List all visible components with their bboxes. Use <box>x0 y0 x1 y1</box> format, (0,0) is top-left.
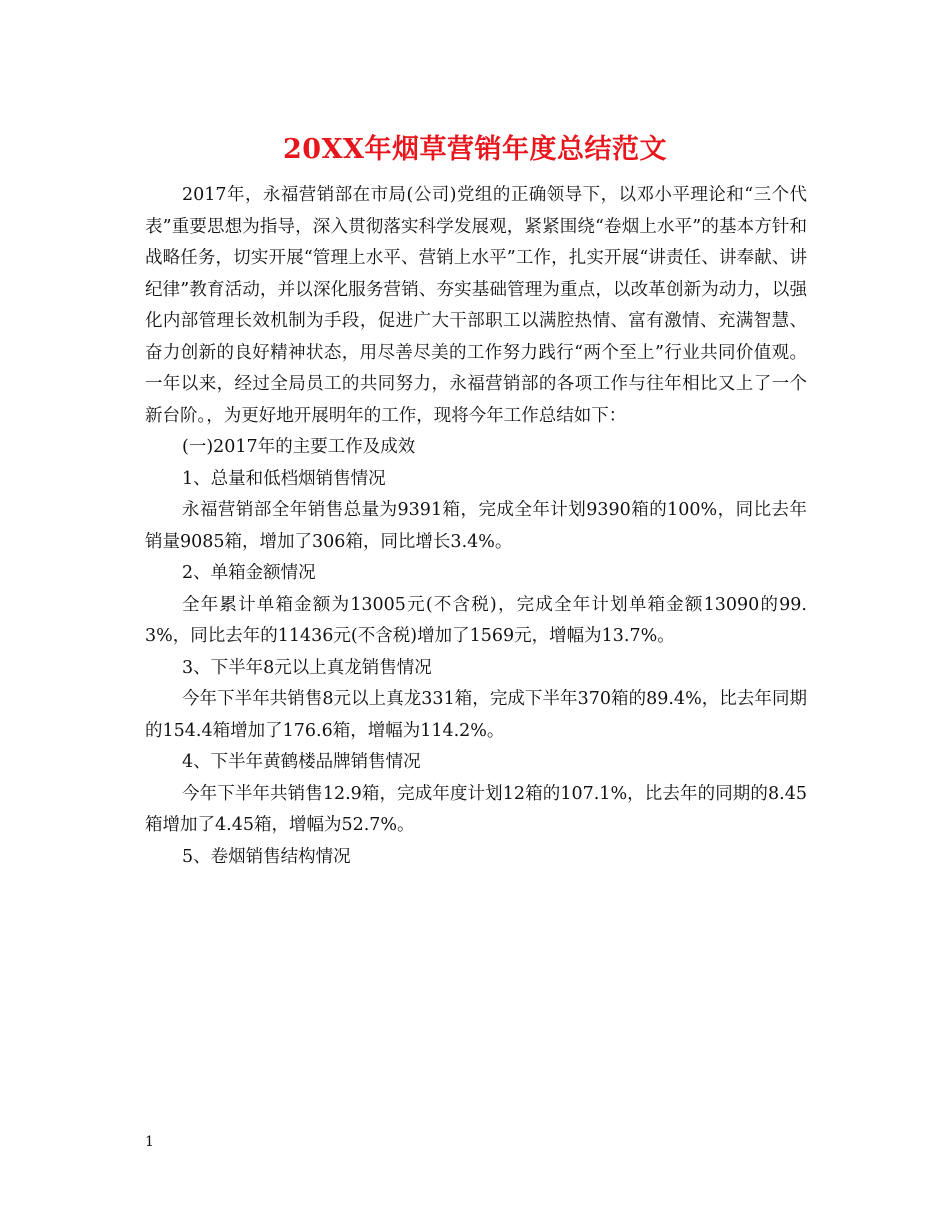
paragraph-zhenlong-sales: 今年下半年共销售8元以上真龙331箱，完成下半年370箱的89.4%，比去年同期的154.4箱增加了176.6箱，增幅为114.2%。 <box>145 689 807 741</box>
subheading-sales-structure: 5、卷烟销售结构情况 <box>182 846 351 867</box>
section-heading-main-work: (一)2017年的主要工作及成效 <box>182 437 416 457</box>
subheading-total-sales: 1、总量和低档烟销售情况 <box>182 468 386 489</box>
subheading-huanghelou-sales: 4、下半年黄鹤楼品牌销售情况 <box>182 752 421 772</box>
paragraph-total-sales: 永福营销部全年销售总量为9391箱，完成全年计划9390箱的100%，同比去年销量9085箱，增加了306箱，同比增长3.4%。 <box>145 500 807 552</box>
document-title: 20XX年烟草营销年度总结范文 <box>283 134 667 165</box>
paragraph-unit-amount: 全年累计单箱金额为13005元(不含税)，完成全年计划单箱金额13090的99.3%，同比去年的11436元(不含税)增加了1569元，增幅为13.7%。 <box>145 594 807 646</box>
paragraph-huanghelou-sales: 今年下半年共销售12.9箱，完成年度计划12箱的107.1%，比去年的同期的8.45箱增加了4.45箱，增幅为52.7%。 <box>145 783 807 835</box>
subheading-zhenlong-sales: 3、下半年8元以上真龙销售情况 <box>182 657 432 678</box>
paragraph-intro: 2017年，永福营销部在市局(公司)党组的正确领导下，以邓小平理论和“三个代表”重要思想为指导，深入贯彻落实科学发展观，紧紧围绕“卷烟上水平”的基本方针和战略任务，切实开展“管理上水平、营销上水平”工作，扎实开展“讲责任、讲奉献、讲纪律”教育活动，并以深化服务营销、夯实基础管理为重点，以改革创新为动力，以强化内部管理长效机制为手段，促进广大干部职工以满腔热情、富有激情、充满智慧、奋力创新的良好精神状态，用尽善尽美的工作努力践行“两个至上”行业共同价值观。一年以来，经过全局员工的共同努力，永福营销部的各项工作与往年相比又上了一个新台阶。，为更好地开展明年的工作，现将今年工作总结如下： <box>145 185 807 426</box>
page-number: 1 <box>145 1134 154 1150</box>
document-body <box>145 180 807 873</box>
subheading-unit-amount: 2、单箱金额情况 <box>182 563 316 583</box>
